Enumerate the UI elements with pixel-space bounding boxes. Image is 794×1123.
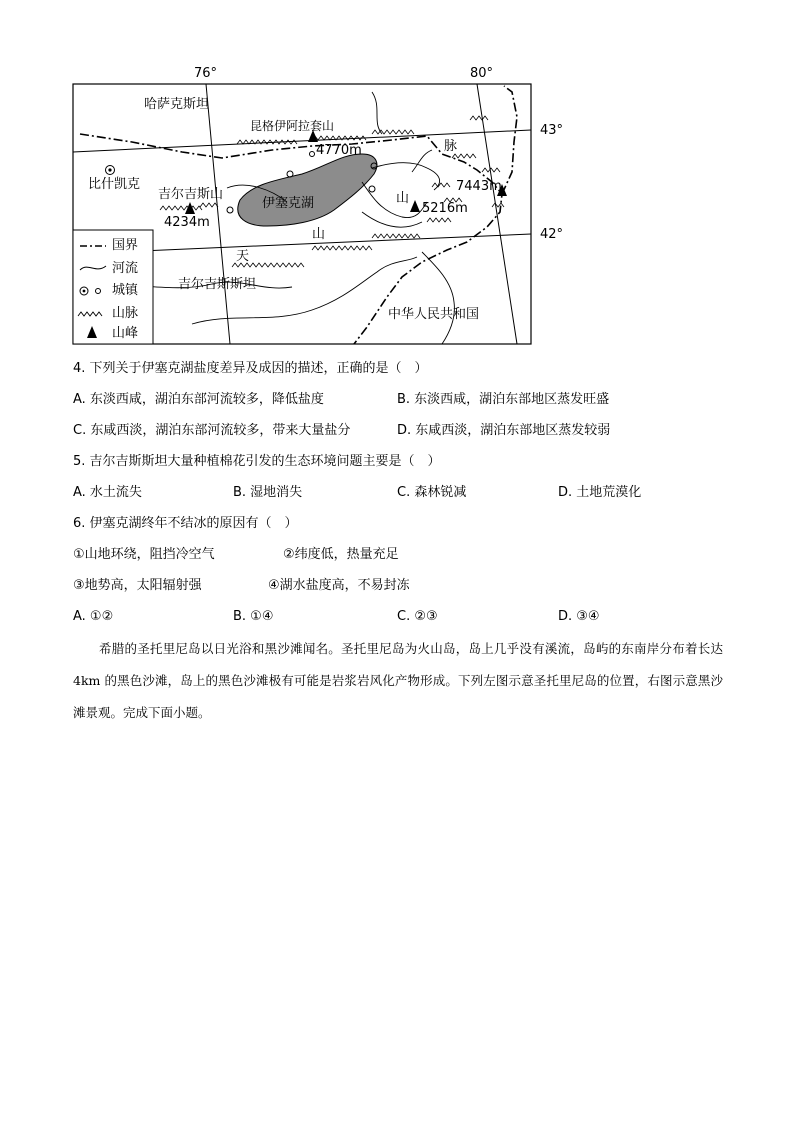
label-china: 中华人民共和国	[388, 307, 480, 322]
town-marker	[369, 186, 375, 192]
passage-text: 希腊的圣托里尼岛以日光浴和黑沙滩闻名。圣托里尼岛为火山岛，岛上几乎没有溪流，岛屿的东南岸分布着长达 4km 的黑色沙滩，岛上的黑色沙滩极有可能是岩浆岩风化产物形成。下列左图示意圣托里尼岛的位置，右图示意黑沙滩景观。完成下面小题。	[73, 641, 723, 720]
peak-marker	[410, 200, 420, 212]
river	[362, 182, 427, 218]
legend-border: 国界	[112, 238, 139, 253]
q5-option-d: D. 土地荒漠化	[558, 485, 642, 500]
q5-option-a: A. 水土流失	[73, 485, 142, 500]
question-4-stem: 4. 下列关于伊塞克湖盐度差异及成因的描述，正确的是（ ）	[73, 361, 428, 376]
label-lake: 伊塞克湖	[262, 196, 315, 211]
legend-peak: 山峰	[112, 326, 139, 341]
q4-option-c: C. 东咸西淡，湖泊东部河流较多，带来大量盐分	[73, 423, 351, 438]
river	[362, 212, 422, 227]
q6-option-c: C. ②③	[397, 609, 438, 624]
issyk-kul-lake	[238, 154, 377, 226]
lon-label-76: 76°	[194, 66, 218, 81]
label-bishkek: 比什凯克	[88, 177, 141, 192]
question-6-stem: 6. 伊塞克湖终年不结冰的原因有（ ）	[73, 516, 298, 531]
label-kyrgyzstan: 吉尔吉斯斯坦	[178, 277, 257, 292]
river	[422, 252, 454, 344]
q6-option-b: B. ①④	[233, 609, 274, 624]
river	[372, 163, 440, 190]
town-marker	[287, 171, 293, 177]
meridian-80	[477, 84, 517, 344]
parallel-43	[73, 130, 531, 152]
q6-statement-3: ③地势高，太阳辐射强	[73, 578, 202, 593]
label-peak-4770: 4770m	[316, 143, 362, 158]
peak-marker	[185, 202, 195, 214]
label-kunge-range: 昆格伊阿拉套山	[250, 119, 335, 133]
legend-mountain-range: 山脉	[112, 306, 139, 321]
lon-label-80: 80°	[470, 66, 494, 81]
q5-option-b: B. 湿地消失	[233, 485, 303, 500]
q4-option-b: B. 东淡西咸，湖泊东部地区蒸发旺盛	[397, 392, 610, 407]
town-marker	[310, 152, 315, 157]
map-figure	[72, 62, 564, 347]
q4-option-a: A. 东淡西咸，湖泊东部河流较多，降低盐度	[73, 392, 324, 407]
q6-option-d: D. ③④	[558, 609, 600, 624]
legend-town: 城镇	[112, 283, 139, 298]
label-shan-2: 山	[312, 227, 326, 242]
q6-statement-2: ②纬度低，热量充足	[283, 547, 399, 562]
q6-option-a: A. ①②	[73, 609, 114, 624]
q5-option-c: C. 森林锐减	[397, 485, 467, 500]
reading-passage	[73, 633, 723, 729]
meridian-76	[206, 84, 230, 344]
q6-statement-1: ①山地环绕，阻挡冷空气	[73, 547, 215, 562]
label-peak-4234: 4234m	[164, 215, 210, 230]
label-kazakhstan: 哈萨克斯坦	[144, 97, 210, 112]
label-kirgiz-range: 吉尔吉斯山	[158, 187, 224, 202]
q4-option-d: D. 东咸西淡，湖泊东部地区蒸发较弱	[397, 423, 611, 438]
question-5-stem: 5. 吉尔吉斯斯坦大量种植棉花引发的生态环境问题主要是（ ）	[73, 454, 441, 469]
lat-label-42: 42°	[540, 227, 564, 242]
label-mai: 脉	[444, 139, 458, 154]
label-shan: 山	[396, 191, 410, 206]
label-peak-7443: 7443m	[456, 179, 502, 194]
legend-river: 河流	[112, 261, 139, 276]
river	[372, 92, 382, 134]
label-tian: 天	[236, 249, 250, 264]
town-marker	[227, 207, 233, 213]
lat-label-43: 43°	[540, 123, 564, 138]
q6-statement-4: ④湖水盐度高，不易封冻	[268, 578, 410, 593]
national-border-east	[502, 86, 517, 194]
label-peak-5216: 5216m	[422, 201, 468, 216]
